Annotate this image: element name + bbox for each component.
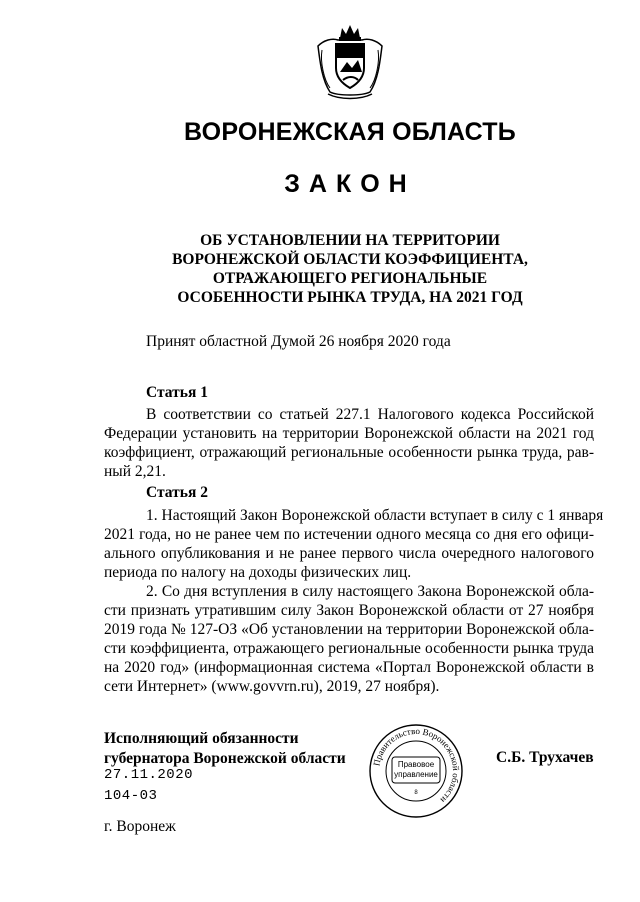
text-line: на 2020 год» (информационная система «Портал Воронежской области в <box>104 659 594 676</box>
stamp-bottom-text: 8 <box>414 790 418 796</box>
signatory-title-line: Исполняющий обязанности <box>104 730 299 747</box>
stamp-center-line: Правовое <box>397 760 435 769</box>
text-line: сти коэффициента, отражающего региональные особенности рынка труда <box>104 640 594 657</box>
law-number: 104-03 <box>104 788 158 804</box>
article-2-heading: Статья 2 <box>146 484 208 501</box>
law-title <box>0 231 640 307</box>
article-2-paragraph-2 <box>104 582 594 696</box>
text-line: 2019 года № 127-ОЗ «Об установлении на территории Воронежской обла- <box>104 621 594 638</box>
signer-name: С.Б. Трухачев <box>496 749 594 766</box>
article-2-paragraph-1 <box>104 506 604 582</box>
stamp-ring-text: Правительство Воронежской области <box>371 725 462 806</box>
law-title-line: ВОРОНЕЖСКОЙ ОБЛАСТИ КОЭФФИЦИЕНТА, <box>172 251 528 268</box>
text-line: ный 2,21. <box>104 463 166 480</box>
signatory-title <box>104 729 346 769</box>
text-line: Федерации установить на территории Воронежской области на 2021 год <box>104 425 594 442</box>
text-line: сти признать утратившим силу Закон Воронежской области от 27 ноября <box>104 602 594 619</box>
text-line: 2. Со дня вступления в силу настоящего Закона Воронежской обла- <box>146 583 594 600</box>
adoption-note: Принят областной Думой 26 ноября 2020 года <box>146 333 451 350</box>
text-line: 2021 года, но не ранее чем по истечении одного месяца со дня его офици- <box>104 526 594 543</box>
signatory-title-line: губернатора Воронежской области <box>104 750 346 767</box>
city: г. Воронеж <box>104 818 176 835</box>
stamp-center-line: управление <box>394 770 438 779</box>
text-line: 1. Настоящий Закон Воронежской области вступает в силу с 1 января <box>146 507 604 524</box>
document-type: ЗАКОН <box>284 170 416 198</box>
signing-date: 27.11.2020 <box>104 767 194 783</box>
text-line: коэффициент, отражающий региональные особенности рынка труда, рав- <box>104 444 594 461</box>
text-line: ального опубликования и не ранее первого числа очередного налогового <box>104 545 594 562</box>
law-title-line: ОТРАЖАЮЩЕГО РЕГИОНАЛЬНЫЕ <box>212 270 488 287</box>
law-title-line: ОСОБЕННОСТИ РЫНКА ТРУДА, НА 2021 ГОД <box>177 289 523 306</box>
text-line: В соответствии со статьей 227.1 Налогового кодекса Российской <box>146 406 594 423</box>
region-title: ВОРОНЕЖСКАЯ ОБЛАСТЬ <box>184 118 516 146</box>
text-line: сети Интернет» (www.govvrn.ru), 2019, 27 ноября). <box>104 678 440 695</box>
article-1-heading: Статья 1 <box>146 384 208 401</box>
official-stamp <box>368 723 464 819</box>
law-title-line: ОБ УСТАНОВЛЕНИИ НА ТЕРРИТОРИИ <box>200 232 500 249</box>
text-line: периода по налогу на доходы физических лиц. <box>104 564 412 581</box>
voronezh-coat-of-arms-icon <box>310 22 390 102</box>
article-1-text <box>104 405 594 481</box>
